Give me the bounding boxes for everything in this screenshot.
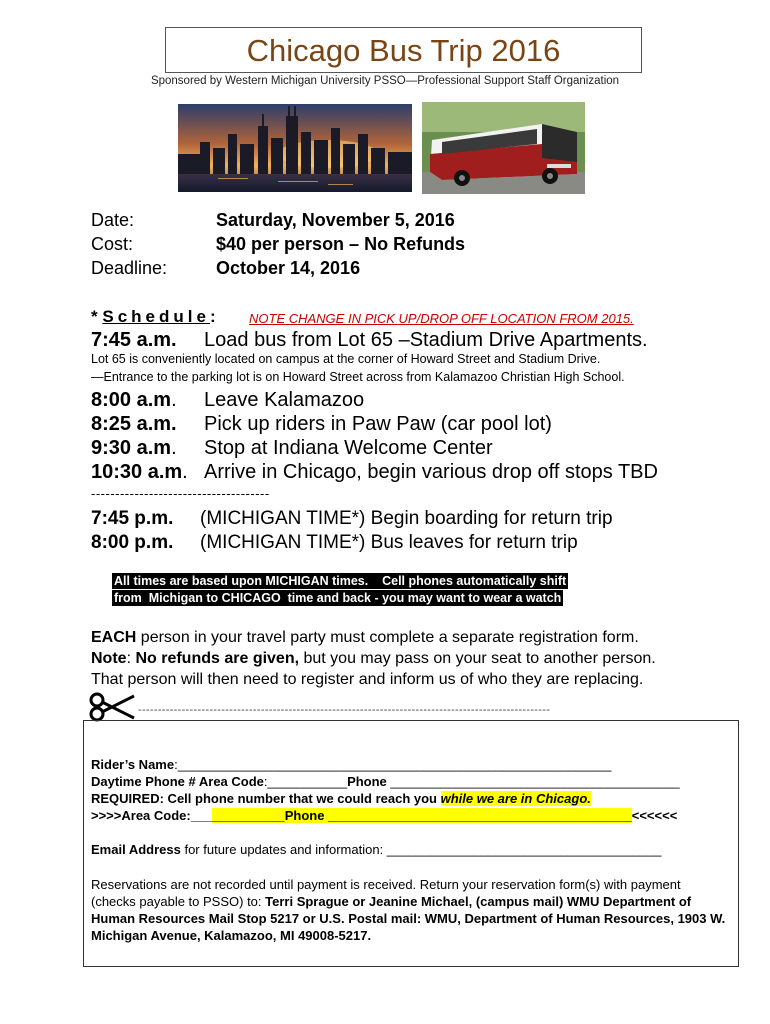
schedule-time-wrap xyxy=(91,461,199,484)
notice-line-2 xyxy=(91,648,731,669)
reservation-addresses: Terri Sprague or Jeanine Michael, (campus mail) WMU Department of Human Resources Mail Stop 5217 or U.S. Postal mail: WMU, Department of Human Resources, 1903 W. Michigan Avenue, Kalamazoo, MI 49008-5217. xyxy=(91,894,726,943)
schedule-time: 9:30 a.m xyxy=(91,437,172,459)
daytime-phone-label: Daytime Phone # Area Code xyxy=(91,774,264,789)
info-value: $40 per person – No Refunds xyxy=(216,234,466,254)
notice-line-3: That person will then need to register and inform us of who they are replacing. xyxy=(91,671,644,688)
schedule-time-dot: . xyxy=(182,461,188,483)
title-box xyxy=(165,27,642,73)
info-value: Saturday, November 5, 2016 xyxy=(216,210,455,230)
rider-name-field[interactable]: :____________________________________________________________ xyxy=(174,757,612,772)
scissors-icon xyxy=(88,692,136,722)
schedule-time-wrap xyxy=(91,437,199,460)
return-row xyxy=(91,508,613,530)
info-row-deadline xyxy=(91,258,651,282)
rider-name-label: Rider’s Name xyxy=(91,757,175,772)
page-title: Chicago Bus Trip 2016 xyxy=(246,33,561,68)
reservation-text: Reservations are not recorded until payment is received. Return your reservation form(s) with payment (checks payable to PSSO) to: xyxy=(91,877,681,909)
schedule-row-load xyxy=(91,329,648,352)
cell-area-code-field-highlight[interactable]: __________ xyxy=(212,808,285,823)
cell-phone-field[interactable]: __________________________________________ xyxy=(324,808,632,823)
info-row-cost xyxy=(91,234,651,258)
info-value: October 14, 2016 xyxy=(216,258,361,278)
info-row-date xyxy=(91,210,651,234)
schedule-time: 10:30 a.m xyxy=(91,461,183,483)
email-line[interactable] xyxy=(91,842,662,857)
registration-notice xyxy=(91,627,731,690)
schedule-desc: Leave Kalamazoo xyxy=(204,389,365,411)
notice-note: Note xyxy=(91,650,127,667)
required-highlight: while we are in Chicago. xyxy=(440,791,591,806)
notice-no-refunds: No refunds are given, xyxy=(135,650,300,667)
schedule-heading xyxy=(91,307,216,327)
rider-name-line[interactable] xyxy=(91,757,612,772)
schedule-time: 8:00 a.m xyxy=(91,389,172,411)
schedule-change-note: NOTE CHANGE IN PICK UP/DROP OFF LOCATION FROM 2015. xyxy=(249,311,634,326)
time-note-line-1: All times are based upon MICHIGAN times. Cell phones automatically shift xyxy=(114,574,567,588)
daytime-phone-field[interactable]: ________________________________________ xyxy=(386,774,680,789)
chicago-skyline-photo xyxy=(178,104,412,192)
lot-note-1: Lot 65 is conveniently located on campus at the corner of Howard Street and Stadium Drive. xyxy=(91,352,601,366)
schedule-time: 7:45 a.m. xyxy=(91,329,177,351)
schedule-desc: Load bus from Lot 65 –Stadium Drive Apartments. xyxy=(204,329,648,351)
required-text: REQUIRED: Cell phone number that we could reach you xyxy=(91,791,441,806)
cell-area-code-field[interactable]: :___ xyxy=(186,808,213,823)
lot-note-2: —Entrance to the parking lot is on Howard Street across from Kalamazoo Christian High School. xyxy=(91,370,625,384)
daytime-area-code-field[interactable]: :___________ xyxy=(263,774,348,789)
sponsor-subtitle: Sponsored by Western Michigan University PSSO—Professional Support Staff Organization xyxy=(150,75,620,87)
email-label: Email Address xyxy=(91,842,181,857)
cell-phone-label: Phone xyxy=(284,808,325,823)
schedule-desc: Arrive in Chicago, begin various drop off stops TBD xyxy=(204,461,658,483)
schedule-colon: : xyxy=(209,307,216,326)
daytime-phone-line[interactable] xyxy=(91,774,680,789)
notice-colon: : xyxy=(126,650,136,667)
schedule-separator: ------------------------------------- xyxy=(91,486,270,501)
notice-line-2-text: but you may pass on your seat to another person. xyxy=(299,650,656,667)
time-note-line-2: from Michigan to CHICAGO time and back - you may want to wear a watch xyxy=(114,591,562,605)
email-field[interactable]: for future updates and information: ______________________________________ xyxy=(180,842,662,857)
reservation-instructions xyxy=(91,876,727,944)
schedule-heading-text: Schedule xyxy=(102,307,210,326)
schedule-desc: Pick up riders in Paw Paw (car pool lot) xyxy=(204,413,552,435)
daytime-phone-number-label: Phone xyxy=(347,774,387,789)
schedule-desc: Stop at Indiana Welcome Center xyxy=(204,437,493,459)
schedule-time: 8:25 a.m. xyxy=(91,413,177,435)
return-time: 8:00 p.m. xyxy=(91,532,174,553)
info-label: Date: xyxy=(91,210,135,230)
schedule-time-wrap xyxy=(91,389,199,412)
notice-line-1-text: person in your travel party must complete a separate registration form. xyxy=(136,629,639,646)
notice-line-1 xyxy=(91,627,731,648)
schedule-row xyxy=(91,413,552,436)
cell-phone-line[interactable] xyxy=(91,808,677,823)
charter-bus-photo xyxy=(422,102,585,194)
schedule-row xyxy=(91,461,658,484)
schedule-time-wrap xyxy=(91,413,199,436)
required-cell-line xyxy=(91,791,591,806)
cell-suffix: <<<<<< xyxy=(631,808,678,823)
asterisk: * xyxy=(91,307,98,326)
return-desc: (MICHIGAN TIME*) Bus leaves for return trip xyxy=(200,532,578,553)
notice-each: EACH xyxy=(91,629,137,646)
info-label: Deadline: xyxy=(91,258,168,278)
schedule-time-dot: . xyxy=(171,437,177,459)
return-row xyxy=(91,532,578,554)
cell-prefix: >>>>Area Code xyxy=(91,808,187,823)
return-desc: (MICHIGAN TIME*) Begin boarding for return trip xyxy=(200,508,613,529)
cut-line: -------------------------------------------------------------------------------------------------------- xyxy=(138,704,551,716)
schedule-time-dot: . xyxy=(171,389,177,411)
return-time: 7:45 p.m. xyxy=(91,508,174,529)
info-label: Cost: xyxy=(91,234,134,254)
schedule-row xyxy=(91,437,493,460)
trip-info xyxy=(91,210,651,282)
schedule-row xyxy=(91,389,364,412)
